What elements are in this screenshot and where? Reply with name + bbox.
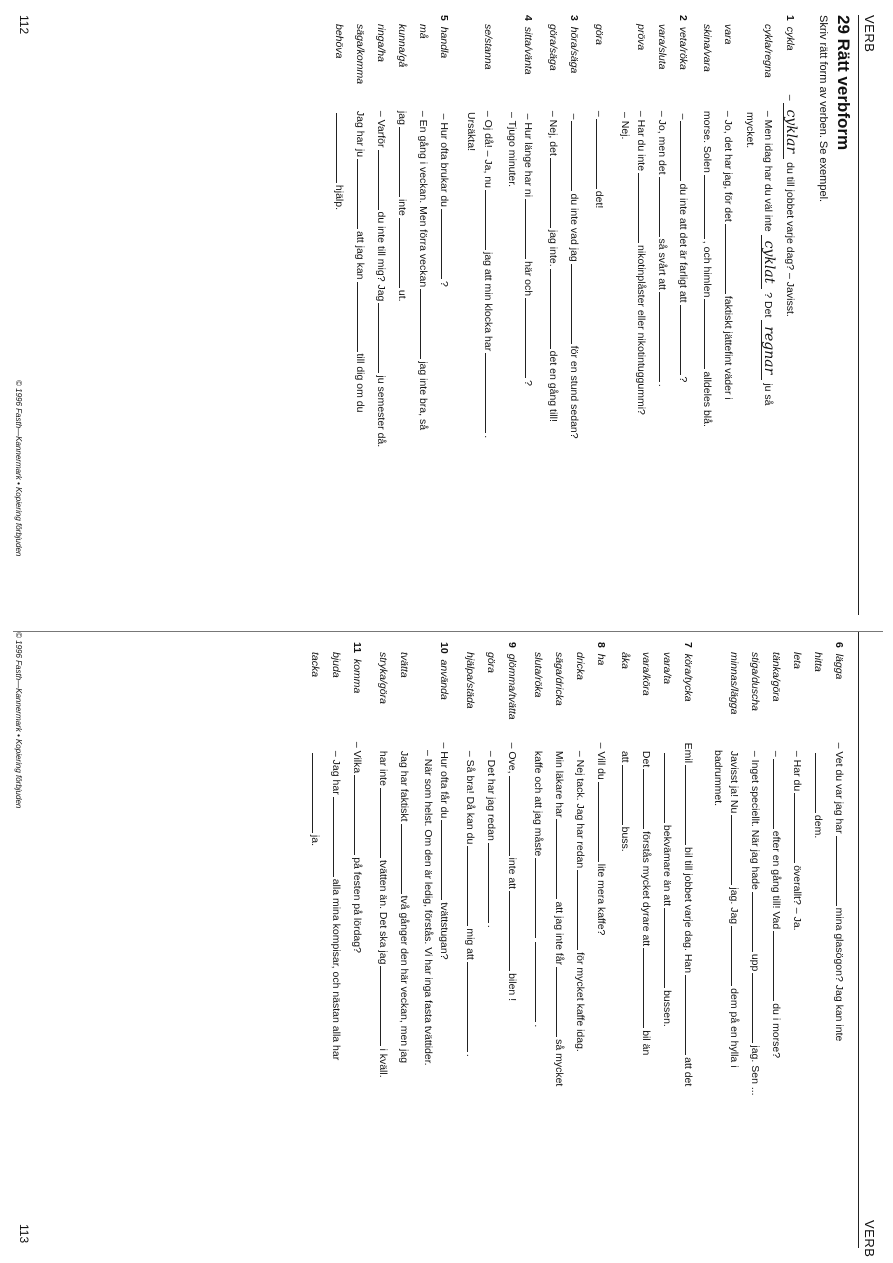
item-7-line-4: åka attbuss. <box>618 642 634 852</box>
answer-blank[interactable] <box>485 190 497 250</box>
answer-blank[interactable] <box>731 926 743 986</box>
item-3-line-2: göra/säga – Nej, detjag inte.det en gång till! <box>546 15 562 422</box>
answer-blank[interactable] <box>725 224 737 294</box>
answer-blank[interactable] <box>752 973 764 1043</box>
answer-blank[interactable] <box>354 775 366 855</box>
answer-blank[interactable] <box>704 299 716 369</box>
answer-blank[interactable] <box>488 843 500 923</box>
handwritten-answer: cyklat <box>761 235 775 290</box>
item-5-line-6: behöva hjälp. <box>332 15 348 210</box>
answer-blank[interactable] <box>773 931 785 1001</box>
item-5-line-5: säga/komma Jag har juatt jag kantill dig om du <box>353 15 369 412</box>
item-8-line-2: dricka – Nej tack. Jag har redanför mycket kaffe idag. <box>573 642 589 1052</box>
item-9-line-1: 9 glömma/tvätta – Ove,inte attbilen ! <box>505 642 521 1001</box>
answer-blank[interactable] <box>441 820 453 900</box>
handwritten-answer: regnar <box>761 320 775 380</box>
answer-blank[interactable] <box>622 765 634 825</box>
item-1-line-1: 1 cykla– cyklar du till jobbet varje dag? – Javisst. <box>783 15 799 317</box>
item-9-line-3: hjälpa/städa – Så bra! Då kan dumig att. <box>463 642 479 1057</box>
answer-blank[interactable] <box>664 753 676 823</box>
item-1-line-3: mycket. <box>744 112 756 149</box>
answer-blank[interactable] <box>664 908 676 988</box>
answer-blank[interactable] <box>357 159 369 229</box>
answer-blank[interactable] <box>525 199 537 259</box>
item-8-line-4: sluta/röka kaffe och att jag måste. <box>531 642 547 1027</box>
item-3-line-1: 3 höra/säga –du inte vad jagför en stund sedan? <box>567 15 583 439</box>
item-10-line-3: tvätta Jag har faktiskttvå gånger den här veckan, men jag <box>397 642 413 1063</box>
item-6-line-1: 6 lägga – Vet du var jag harmina glasögon? Jag kan inte <box>832 642 848 1041</box>
item-9-line-2: göra – Det har jag redan. <box>484 642 500 928</box>
answer-blank[interactable] <box>378 150 390 210</box>
copyright-left: © 1996 Fasth—Kannermark • Kopiering förbjuden <box>14 380 23 557</box>
item-5-line-1: 5 handla – Hur ofta brukar du? <box>437 15 453 287</box>
page-number-left: 112 <box>17 15 31 35</box>
page-number-right: 113 <box>17 1224 31 1244</box>
item-11-line-1: 11 komma – Vilkapå festen på lördag? <box>350 642 366 953</box>
answer-blank[interactable] <box>399 127 411 197</box>
answer-blank[interactable] <box>380 966 392 1046</box>
item-7-line-2: vara/ta bekvämare än attbussen. <box>660 642 676 1027</box>
answer-blank[interactable] <box>380 788 392 858</box>
header-rule <box>858 15 859 615</box>
handwritten-answer: cyklar <box>783 103 797 159</box>
item-4-line-2: – Tjugo minuter. <box>506 112 518 188</box>
item-2-line-4: – Nej. <box>619 112 631 140</box>
answer-blank[interactable] <box>333 797 345 877</box>
item-5-line-4: ringa/ha – Varfördu inte till mig? Jagju semester då. <box>374 15 390 447</box>
item-8-line-3: säga/dricka Min läkare haratt jag inte fårså mycket <box>552 642 568 1086</box>
item-5-line-3: kunna/gå jaginteut. <box>395 15 411 302</box>
answer-blank[interactable] <box>571 264 583 344</box>
answer-blank[interactable] <box>535 858 547 938</box>
answer-blank[interactable] <box>571 121 583 191</box>
item-1-line-5: skina/vara morse. Solen, och himlenalldeles blå. <box>700 15 716 427</box>
answer-blank[interactable] <box>596 119 608 189</box>
item-1-line-2: cykla/regna – Men idag har du väl inte cyklat ? Det regnar ju så <box>761 24 777 406</box>
answer-blank[interactable] <box>685 765 697 845</box>
item-11-line-3: tacka ja. <box>308 642 324 846</box>
item-4-line-1: 4 sitta/vänta – Hur länge har nihär och? <box>521 15 537 386</box>
header-rule-right <box>858 632 859 1248</box>
answer-blank[interactable] <box>556 819 568 899</box>
item-6-line-7: badrummet. <box>712 750 724 807</box>
answer-blank[interactable] <box>401 824 413 894</box>
answer-blank[interactable] <box>378 303 390 373</box>
answer-blank[interactable] <box>794 793 806 863</box>
answer-blank[interactable] <box>312 753 324 833</box>
right-page <box>0 632 893 1263</box>
item-2-line-3: pröva – Har du intenikotinplåster eller nikotintuggummi? <box>634 15 650 415</box>
item-6-line-3: leta – Har duöverallt? – Ja. <box>790 642 806 931</box>
item-2-line-2: vara/sluta – Jo, men detså svårt att. <box>655 15 671 387</box>
item-1-line-4: vara – Jo, det har jag, för detfaktiskt jättefint väder i <box>721 15 737 400</box>
answer-blank[interactable] <box>680 305 692 375</box>
answer-blank[interactable] <box>643 948 655 1028</box>
header-right: VERB <box>862 1220 877 1258</box>
answer-blank[interactable] <box>836 836 848 906</box>
answer-blank[interactable] <box>598 782 610 862</box>
answer-blank[interactable] <box>509 891 521 971</box>
answer-blank[interactable] <box>685 975 697 1055</box>
answer-blank[interactable] <box>659 177 671 237</box>
answer-blank[interactable] <box>815 753 827 813</box>
left-page <box>0 0 893 631</box>
item-6-line-4: tänka/göra –efter en gång till! Vaddu i morse? <box>769 642 785 1058</box>
answer-blank[interactable] <box>441 209 453 279</box>
item-4-line-4: Ursäkta! <box>465 112 477 152</box>
answer-blank[interactable] <box>659 292 671 382</box>
answer-blank[interactable] <box>773 759 785 829</box>
answer-blank[interactable] <box>336 113 348 183</box>
answer-blank[interactable] <box>550 269 562 349</box>
item-7-line-1: 7 köra/tycka Emilbil till jobbet varje dag. Hanatt det <box>681 642 697 1086</box>
answer-blank[interactable] <box>535 942 547 1022</box>
answer-blank[interactable] <box>485 353 497 433</box>
answer-blank[interactable] <box>467 846 479 926</box>
item-4-line-3: se/stanna – Oj då! – Ja, nujag att min klocka har. <box>481 15 497 438</box>
copyright-right: © 1996 Fasth—Kannermark • Kopiering förbjuden <box>14 632 23 809</box>
answer-blank[interactable] <box>638 173 650 243</box>
item-5-line-2: må – En gång i veckan. Men förra veckanjag inte bra, så <box>416 15 432 430</box>
instruction: Skriv rätt form av verben. Se exempel. <box>817 15 829 203</box>
answer-blank[interactable] <box>680 121 692 181</box>
item-6-line-2: hitta dem. <box>811 642 827 838</box>
answer-blank[interactable] <box>556 967 568 1037</box>
answer-blank[interactable] <box>577 870 589 950</box>
item-2-line-1: 2 veta/röka –du inte att det är farligt att? <box>676 15 692 382</box>
item-6-line-6: minnas/lägga Javisst ja! Nujag. Jagdem på en hylla i <box>727 642 743 1068</box>
answer-blank[interactable] <box>467 962 479 1052</box>
exercise-title: 29 Rätt verbform <box>834 15 853 151</box>
item-10-line-1: 10 använda – Hur ofta får dutvättstugan? <box>437 642 453 960</box>
item-8-line-1: 8 ha – Vill dulite mera kaffe? <box>594 642 610 935</box>
item-7-line-3: vara/köra Detförstås mycket dyrare attbil än <box>639 642 655 1055</box>
answer-blank[interactable] <box>399 218 411 288</box>
answer-blank[interactable] <box>704 175 716 239</box>
item-10-line-2: – När som helst. Om den är ledig, förstås. Vi har inga fasta tvättider. <box>422 750 434 1066</box>
item-11-line-2: bjuda – Jag haralla mina kompisar, och nästan alla har <box>329 642 345 1060</box>
answer-blank[interactable] <box>525 298 537 378</box>
answer-blank[interactable] <box>509 776 521 856</box>
answer-blank[interactable] <box>420 289 432 359</box>
item-6-line-5: stiga/duscha – Inget speciellt. När jag hadeuppjag. Sen ... <box>748 642 764 1096</box>
answer-blank[interactable] <box>752 892 764 952</box>
answer-blank[interactable] <box>357 282 369 352</box>
answer-blank[interactable] <box>731 815 743 885</box>
answer-blank[interactable] <box>550 158 562 228</box>
item-10-line-4: stryka/göra har intetvätten än. Det ska jagi kväll. <box>376 642 392 1078</box>
item-2-line-5: göra –det! <box>592 15 608 208</box>
header-left: VERB <box>862 15 877 53</box>
answer-blank[interactable] <box>643 769 655 829</box>
